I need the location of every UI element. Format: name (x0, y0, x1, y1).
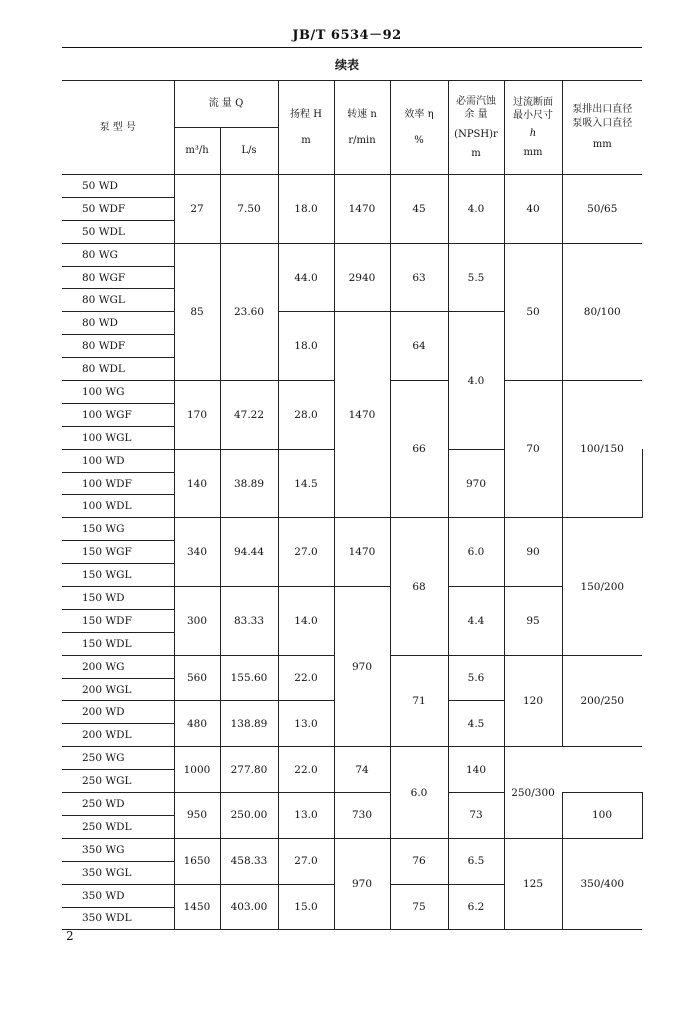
model-cell: 350 WD (62, 884, 174, 907)
head-cell: 13.0 (278, 701, 334, 747)
flow-m3h-cell: 950 (174, 793, 220, 839)
npsh-cell: 5.6 (448, 655, 504, 701)
diameter-cell: 350/400 (562, 838, 642, 930)
model-cell: 150 WD (62, 587, 174, 610)
col-header-passage (504, 81, 562, 175)
npsh-cell: 6.0 (390, 747, 448, 839)
flow-ls-cell: 250.00 (220, 793, 278, 839)
npsh-cell: 4.5 (448, 701, 504, 747)
diameter-cell: 150/200 (562, 518, 642, 655)
efficiency-cell: 76 (390, 838, 448, 884)
diameter-cell: 50/65 (562, 175, 642, 244)
npsh-cell: 5.5 (448, 243, 504, 312)
speed-cell: 970 (334, 587, 390, 747)
col-header-head (278, 81, 334, 175)
flow-m3h-cell: 27 (174, 175, 220, 244)
head-cell: 18.0 (278, 312, 334, 381)
model-cell: 80 WGL (62, 289, 174, 312)
diameter-cell: 80/100 (562, 243, 642, 380)
model-cell: 250 WDL (62, 815, 174, 838)
npsh-line2: 余 量 (464, 109, 488, 120)
flow-ls-cell: 277.80 (220, 747, 278, 793)
passage-line3: h (529, 127, 537, 139)
npsh-unit: m (471, 148, 481, 159)
flow-m3h-cell: 340 (174, 518, 220, 587)
model-cell: 100 WG (62, 381, 174, 404)
efficiency-cell: 63 (390, 243, 448, 312)
model-cell: 80 WGF (62, 266, 174, 289)
diameter-unit: mm (592, 139, 612, 151)
diameter-cell: 200/250 (562, 655, 642, 747)
model-cell: 80 WG (62, 243, 174, 266)
flow-ls-cell: 138.89 (220, 701, 278, 747)
model-cell: 80 WDL (62, 358, 174, 381)
model-cell: 200 WGL (62, 678, 174, 701)
npsh-cell: 6.5 (448, 838, 504, 884)
head-cell: 27.0 (278, 518, 334, 587)
col-header-flow: 流 量 Q (174, 81, 278, 128)
efficiency-cell: 74 (334, 747, 390, 793)
head-unit: m (301, 134, 311, 146)
head-label: 扬程 H (290, 109, 322, 120)
flow-m3h-cell: 140 (174, 449, 220, 518)
model-cell: 50 WD (62, 175, 174, 198)
table-caption: 续表 (334, 58, 359, 72)
passage-cell: 100 (562, 793, 642, 839)
flow-ls-cell: 83.33 (220, 587, 278, 656)
speed-cell: 1470 (334, 518, 390, 587)
col-header-flow-m3h: m³/h (174, 128, 220, 175)
passage-cell: 95 (504, 587, 562, 656)
head-cell: 15.0 (278, 884, 334, 930)
flow-m3h-cell: 1000 (174, 747, 220, 793)
passage-cell: 40 (504, 175, 562, 244)
pump-spec-table (62, 80, 643, 930)
flow-m3h-cell: 1450 (174, 884, 220, 930)
head-cell: 14.0 (278, 587, 334, 656)
efficiency-unit: % (414, 134, 424, 146)
passage-cell: 90 (504, 518, 562, 587)
model-cell: 150 WDF (62, 609, 174, 632)
efficiency-cell: 68 (390, 518, 448, 655)
model-cell: 100 WD (62, 449, 174, 472)
col-header-npsh (448, 81, 504, 175)
npsh-cell: 6.2 (448, 884, 504, 930)
flow-ls-cell: 23.60 (220, 243, 278, 380)
head-cell: 22.0 (278, 747, 334, 793)
flow-m3h-cell: 560 (174, 655, 220, 701)
col-header-speed (334, 81, 390, 175)
efficiency-cell: 71 (390, 655, 448, 747)
npsh-line1: 必需汽蚀 (456, 95, 496, 107)
head-cell: 13.0 (278, 793, 334, 839)
model-cell: 50 WDL (62, 220, 174, 243)
model-cell: 100 WGF (62, 403, 174, 426)
flow-ls-cell: 94.44 (220, 518, 278, 587)
head-cell: 22.0 (278, 655, 334, 701)
efficiency-cell: 64 (390, 312, 448, 381)
model-cell: 80 WDF (62, 335, 174, 358)
diameter-cell: 250/300 (504, 747, 562, 839)
flow-ls-cell: 155.60 (220, 655, 278, 701)
passage-cell: 140 (448, 747, 504, 793)
model-cell: 250 WD (62, 793, 174, 816)
passage-line1: 过流断面 (513, 96, 553, 108)
speed-cell: 1470 (334, 175, 390, 244)
diameter-line2: 泵吸入口直径 (572, 117, 633, 129)
model-cell: 350 WGL (62, 861, 174, 884)
speed-cell: 1470 (334, 312, 390, 518)
efficiency-cell: 45 (390, 175, 448, 244)
head-cell: 28.0 (278, 381, 334, 450)
speed-label: 转速 n (347, 109, 377, 120)
model-cell: 350 WG (62, 838, 174, 861)
npsh-line3: (NPSH)r (454, 128, 498, 140)
flow-ls-cell: 403.00 (220, 884, 278, 930)
model-cell: 100 WDF (62, 472, 174, 495)
model-cell: 350 WDL (62, 907, 174, 930)
model-cell: 50 WDF (62, 197, 174, 220)
model-cell: 80 WD (62, 312, 174, 335)
flow-ls-cell: 458.33 (220, 838, 278, 884)
model-cell: 200 WD (62, 701, 174, 724)
efficiency-cell: 75 (390, 884, 448, 930)
flow-m3h-cell: 85 (174, 243, 220, 380)
model-cell: 200 WDL (62, 724, 174, 747)
flow-m3h-cell: 300 (174, 587, 220, 656)
passage-cell: 50 (504, 243, 562, 380)
npsh-cell: 4.0 (448, 175, 504, 244)
header-rule (62, 47, 642, 48)
col-header-efficiency (390, 81, 448, 175)
head-cell: 14.5 (278, 449, 334, 518)
model-cell: 250 WGL (62, 770, 174, 793)
flow-m3h-cell: 480 (174, 701, 220, 747)
model-cell: 150 WDL (62, 632, 174, 655)
flow-m3h-cell: 1650 (174, 838, 220, 884)
speed-cell: 2940 (334, 243, 390, 312)
model-cell: 150 WGF (62, 541, 174, 564)
col-header-diameter (562, 81, 642, 175)
efficiency-label: 效率 η (404, 109, 434, 120)
passage-unit: mm (523, 147, 543, 158)
speed-cell: 970 (334, 838, 390, 930)
head-cell: 18.0 (278, 175, 334, 244)
col-header-model: 泵 型 号 (62, 81, 174, 175)
speed-cell: 970 (448, 449, 504, 518)
diameter-line1: 泵排出口直径 (572, 104, 633, 116)
standard-number: JB/T 6534－92 (292, 28, 402, 43)
speed-cell: 730 (334, 793, 390, 839)
flow-ls-cell: 47.22 (220, 381, 278, 450)
head-cell: 27.0 (278, 838, 334, 884)
flow-ls-cell: 38.89 (220, 449, 278, 518)
flow-ls-cell: 7.50 (220, 175, 278, 244)
flow-m3h-cell: 170 (174, 381, 220, 450)
speed-unit: r/min (348, 134, 376, 146)
model-cell: 100 WDL (62, 495, 174, 518)
passage-line2: 最小尺寸 (513, 110, 553, 121)
page-number: 2 (66, 929, 74, 943)
npsh-cell: 6.0 (448, 518, 504, 587)
efficiency-cell: 73 (448, 793, 504, 839)
model-cell: 150 WGL (62, 564, 174, 587)
passage-cell: 70 (504, 381, 562, 518)
model-cell: 150 WG (62, 518, 174, 541)
model-cell: 250 WG (62, 747, 174, 770)
col-header-flow-ls: L/s (220, 128, 278, 175)
diameter-cell: 100/150 (562, 381, 642, 518)
model-cell: 100 WGL (62, 426, 174, 449)
npsh-cell: 4.4 (448, 587, 504, 656)
head-cell: 44.0 (278, 243, 334, 312)
passage-cell: 125 (504, 838, 562, 930)
model-cell: 200 WG (62, 655, 174, 678)
passage-cell: 120 (504, 655, 562, 747)
efficiency-cell: 66 (390, 381, 448, 518)
npsh-cell: 4.0 (448, 312, 504, 449)
